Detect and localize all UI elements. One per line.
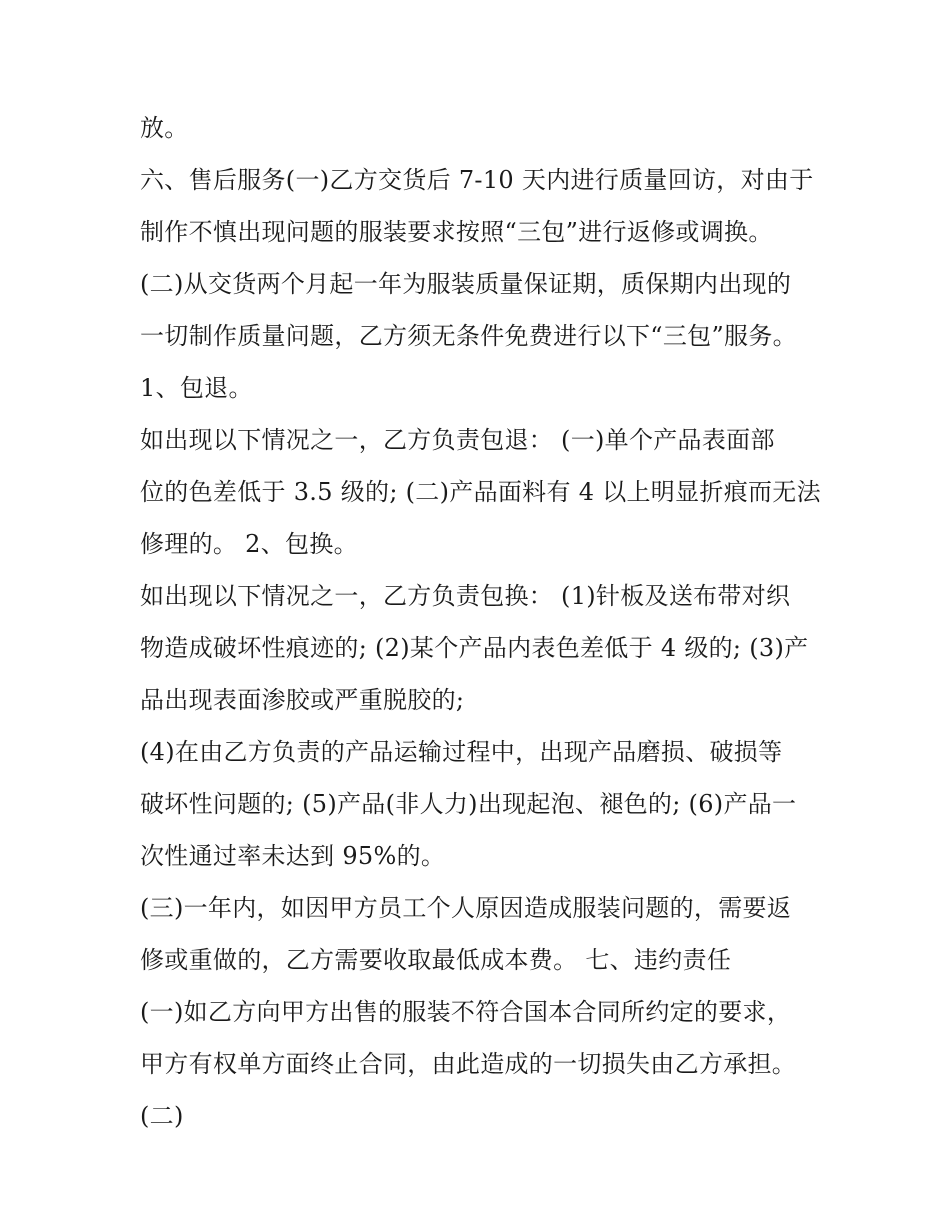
text-line: (4)在由乙方负责的产品运输过程中，出现产品磨损、破损等 — [140, 738, 783, 766]
text-line: 破坏性问题的; (5)产品(非人力)出现起泡、褪色的; (6)产品一 — [140, 790, 797, 818]
text-line: 修理的。 2、包换。 — [140, 530, 358, 558]
contract-text — [140, 102, 820, 1142]
text-line: 物造成破坏性痕迹的; (2)某个产品内表色差低于 4 级的; (3)产 — [140, 634, 809, 662]
text-line: 1、包退。 — [140, 374, 253, 402]
text-line: 制作不慎出现问题的服装要求按照“三包”进行返修或调换。 — [140, 218, 773, 246]
text-line: 位的色差低于 3.5 级的; (二)产品面料有 4 以上明显折痕而无法 — [140, 478, 821, 506]
text-line: (二)从交货两个月起一年为服装质量保证期，质保期内出现的 — [140, 270, 792, 298]
text-line: 修或重做的，乙方需要收取最低成本费。 七、违约责任 — [140, 946, 732, 974]
text-line: 甲方有权单方面终止合同，由此造成的一切损失由乙方承担。 — [140, 1050, 797, 1078]
text-line: 六、售后服务(一)乙方交货后 7-10 天内进行质量回访，对由于 — [140, 166, 814, 194]
text-line: (二) — [140, 1102, 184, 1130]
text-line: 如出现以下情况之一，乙方负责包换： (1)针板及送布带对织 — [140, 582, 791, 610]
text-line: 放。 — [140, 114, 189, 142]
text-line: 如出现以下情况之一，乙方负责包退： (一)单个产品表面部 — [140, 426, 775, 454]
text-line: 一切制作质量问题，乙方须无条件免费进行以下“三包”服务。 — [140, 322, 797, 350]
text-line: 次性通过率未达到 95%的。 — [140, 842, 446, 870]
text-line: 品出现表面渗胶或严重脱胶的; — [140, 686, 465, 714]
text-line: (三)一年内，如因甲方员工个人原因造成服装问题的，需要返 — [140, 894, 792, 922]
text-line: (一)如乙方向甲方出售的服装不符合国本合同所约定的要求， — [140, 998, 792, 1026]
